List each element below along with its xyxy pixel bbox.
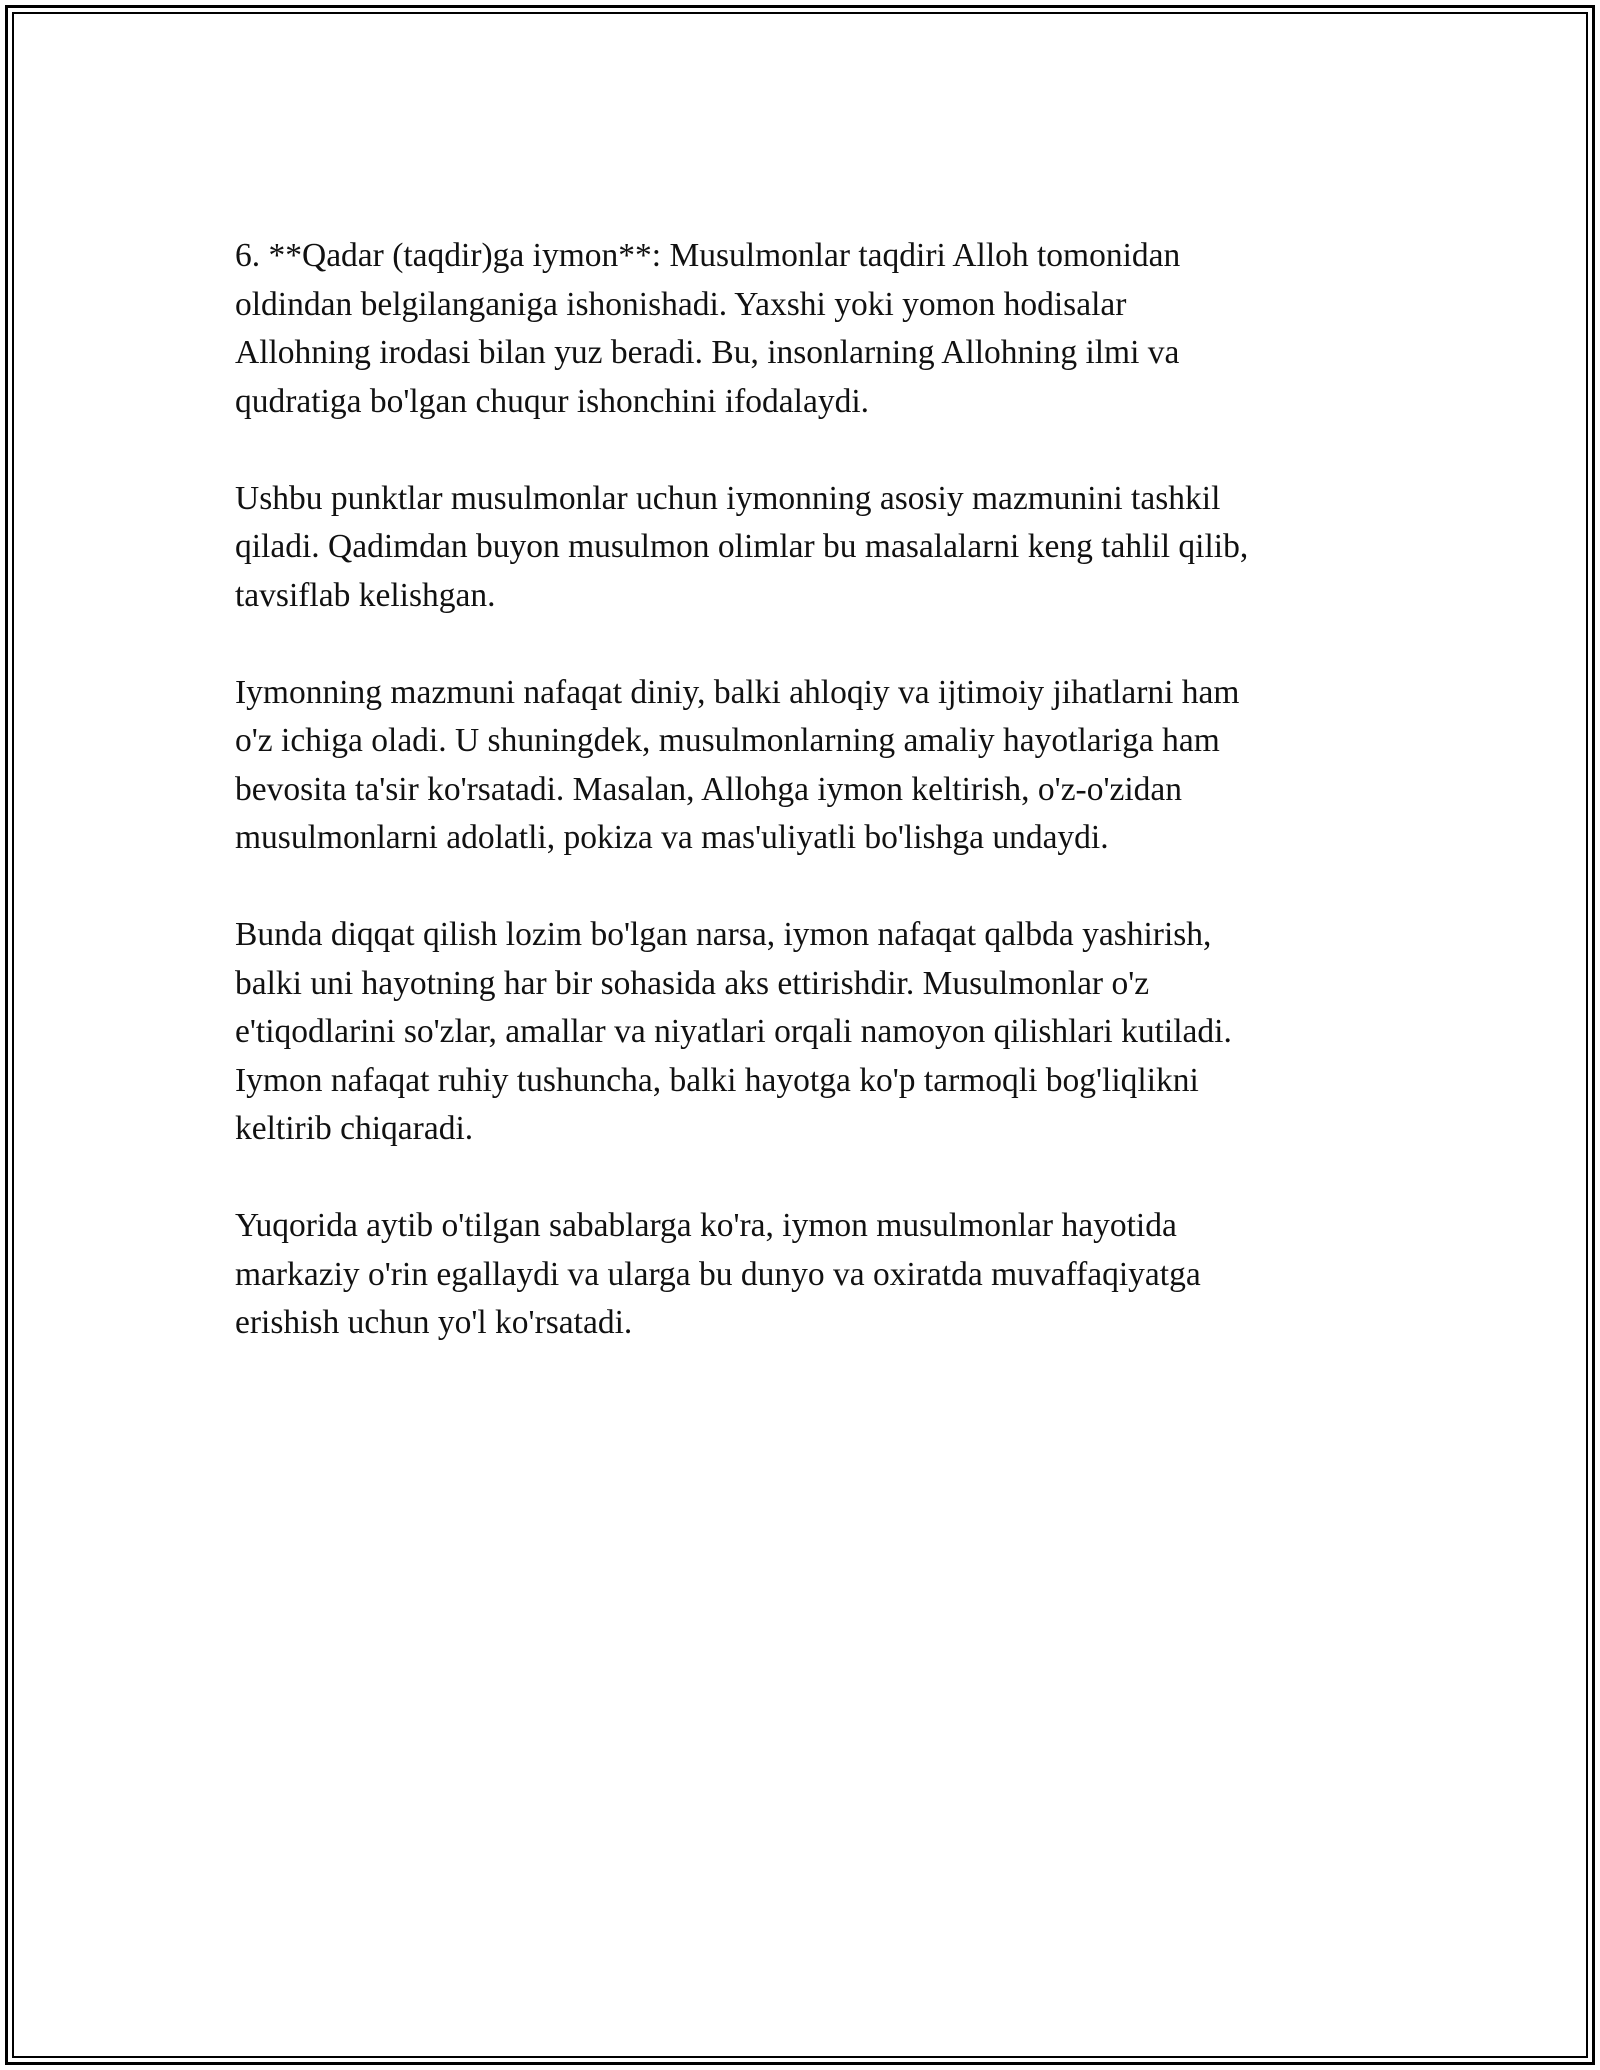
- text-line: tavsiflab kelishgan.: [235, 576, 496, 614]
- text-line: qudratiga bo'lgan chuqur ishonchini ifodalaydi.: [235, 382, 870, 420]
- text-line: Ushbu punktlar musulmonlar uchun iymonning asosiy mazmunini tashkil: [235, 479, 1221, 517]
- paragraph-bunda: [235, 911, 1365, 1154]
- text-line: musulmonlarni adolatli, pokiza va mas'uliyatli bo'lishga undaydi.: [235, 819, 1109, 856]
- text-line: erishish uchun yo'l ko'rsatadi.: [235, 1304, 633, 1341]
- text-line: Iymon nafaqat ruhiy tushuncha, balki hayotga ko'p tarmoqli bog'liqlikni: [235, 1061, 1199, 1099]
- text-line: Yuqorida aytib o'tilgan sabablarga ko'ra, iymon musulmonlar hayotida: [235, 1207, 1177, 1244]
- text-line: markaziy o'rin egallaydi va ularga bu dunyo va oxiratda muvaffaqiyatga: [235, 1255, 1201, 1293]
- paragraph-ushbu: [235, 475, 1365, 621]
- text-line: Iymonning mazmuni nafaqat diniy, balki ahloqiy va ijtimoiy jihatlarni ham: [235, 673, 1240, 711]
- text-line: Bunda diqqat qilish lozim bo'lgan narsa, iymon nafaqat qalbda yashirish,: [235, 916, 1212, 953]
- text-line: qiladi. Qadimdan buyon musulmon olimlar bu masalalarni keng tahlil qilib,: [235, 528, 1249, 565]
- paragraph-yuqorida: [235, 1202, 1365, 1348]
- text-line: oldindan belgilanganiga ishonishadi. Yaxshi yoki yomon hodisalar: [235, 285, 1127, 323]
- text-line: keltirib chiqaradi.: [235, 1110, 474, 1147]
- text-line: Allohning irodasi bilan yuz beradi. Bu, insonlarning Allohning ilmi va: [235, 334, 1180, 371]
- paragraph-qadar: [235, 232, 1365, 426]
- text-line: o'z ichiga oladi. U shuningdek, musulmonlarning amaliy hayotlariga ham: [235, 722, 1220, 759]
- text-line: e'tiqodlarini so'zlar, amallar va niyatlari orqali namoyon qilishlari kutiladi.: [235, 1013, 1232, 1050]
- paragraph-iymonning: [235, 669, 1365, 863]
- text-line: bevosita ta'sir ko'rsatadi. Masalan, Allohga iymon keltirish, o'z-o'zidan: [235, 770, 1183, 808]
- text-line: balki uni hayotning har bir sohasida aks ettirishdir. Musulmonlar o'z: [235, 964, 1150, 1002]
- text-line: 6. **Qadar (taqdir)ga iymon**: Musulmonlar taqdiri Alloh tomonidan: [235, 237, 1181, 274]
- document-body: [235, 232, 1365, 1396]
